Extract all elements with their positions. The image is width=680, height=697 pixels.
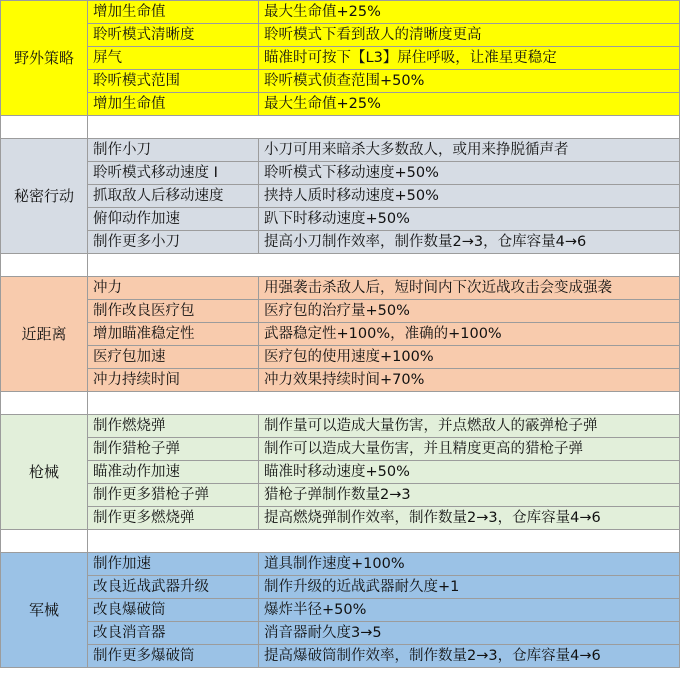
table-row xyxy=(1,47,680,70)
skill-name-cell: 制作小刀 xyxy=(88,139,259,162)
category-cell: 枪械 xyxy=(1,415,88,530)
skill-name-cell: 制作更多小刀 xyxy=(88,231,259,254)
separator-row xyxy=(1,392,680,415)
skill-name-cell: 医疗包加速 xyxy=(88,346,259,369)
skill-effect-cell: 制作量可以造成大量伤害，并点燃敌人的霰弹枪子弹 xyxy=(259,415,680,438)
skill-name-cell: 制作更多猎枪子弹 xyxy=(88,484,259,507)
skill-effect-cell: 趴下时移动速度+50% xyxy=(259,208,680,231)
separator-row xyxy=(1,530,680,553)
skill-effect-cell: 制作可以造成大量伤害，并且精度更高的猎枪子弹 xyxy=(259,438,680,461)
table-row xyxy=(1,576,680,599)
table-row xyxy=(1,369,680,392)
table-row xyxy=(1,70,680,93)
table-row xyxy=(1,438,680,461)
skill-name-cell: 改良消音器 xyxy=(88,622,259,645)
table-row xyxy=(1,277,680,300)
table-row xyxy=(1,185,680,208)
skill-name-cell: 增加生命值 xyxy=(88,1,259,24)
skill-effect-cell: 提高小刀制作效率，制作数量2→3，仓库容量4→6 xyxy=(259,231,680,254)
skill-effect-cell: 武器稳定性+100%，准确的+100% xyxy=(259,323,680,346)
table-row xyxy=(1,553,680,576)
table-row xyxy=(1,622,680,645)
table-row xyxy=(1,300,680,323)
skill-name-cell: 抓取敌人后移动速度 xyxy=(88,185,259,208)
skill-effect-cell: 制作升级的近战武器耐久度+1 xyxy=(259,576,680,599)
table-row xyxy=(1,599,680,622)
skill-name-cell: 制作改良医疗包 xyxy=(88,300,259,323)
empty-cell xyxy=(88,116,680,139)
category-cell: 近距离 xyxy=(1,277,88,392)
table-row xyxy=(1,208,680,231)
empty-cell xyxy=(88,530,680,553)
skill-effect-cell: 提高燃烧弹制作效率，制作数量2→3，仓库容量4→6 xyxy=(259,507,680,530)
empty-cell xyxy=(1,530,88,553)
skill-effect-cell: 消音器耐久度3→5 xyxy=(259,622,680,645)
skill-effect-cell: 道具制作速度+100% xyxy=(259,553,680,576)
skill-effect-cell: 小刀可用来暗杀大多数敌人，或用来挣脱循声者 xyxy=(259,139,680,162)
empty-cell xyxy=(88,254,680,277)
skill-name-cell: 增加生命值 xyxy=(88,93,259,116)
skill-name-cell: 冲力持续时间 xyxy=(88,369,259,392)
category-cell: 秘密行动 xyxy=(1,139,88,254)
skill-name-cell: 改良爆破筒 xyxy=(88,599,259,622)
table-row xyxy=(1,507,680,530)
skill-name-cell: 聆听模式清晰度 xyxy=(88,24,259,47)
skill-effect-cell: 最大生命值+25% xyxy=(259,1,680,24)
skill-name-cell: 屏气 xyxy=(88,47,259,70)
table-row xyxy=(1,139,680,162)
table-row xyxy=(1,415,680,438)
skill-name-cell: 制作更多燃烧弹 xyxy=(88,507,259,530)
skill-effect-cell: 猎枪子弹制作数量2→3 xyxy=(259,484,680,507)
skill-name-cell: 聆听模式范围 xyxy=(88,70,259,93)
table-row xyxy=(1,645,680,668)
skill-name-cell: 增加瞄准稳定性 xyxy=(88,323,259,346)
table-row xyxy=(1,93,680,116)
skill-effect-cell: 爆炸半径+50% xyxy=(259,599,680,622)
table-row xyxy=(1,1,680,24)
table-row xyxy=(1,346,680,369)
table-row xyxy=(1,162,680,185)
empty-cell xyxy=(88,392,680,415)
skill-effect-cell: 挟持人质时移动速度+50% xyxy=(259,185,680,208)
table-row xyxy=(1,461,680,484)
skill-name-cell: 俯仰动作加速 xyxy=(88,208,259,231)
skill-effect-cell: 冲力效果持续时间+70% xyxy=(259,369,680,392)
skill-effect-cell: 医疗包的使用速度+100% xyxy=(259,346,680,369)
skill-effect-cell: 瞄准时可按下【L3】屏住呼吸，让准星更稳定 xyxy=(259,47,680,70)
skill-effect-cell: 聆听模式侦查范围+50% xyxy=(259,70,680,93)
empty-cell xyxy=(1,392,88,415)
skill-effect-cell: 聆听模式下移动速度+50% xyxy=(259,162,680,185)
separator-row xyxy=(1,116,680,139)
skill-effect-cell: 医疗包的治疗量+50% xyxy=(259,300,680,323)
skill-effect-cell: 用强袭击杀敌人后，短时间内下次近战攻击会变成强袭 xyxy=(259,277,680,300)
category-cell: 军械 xyxy=(1,553,88,668)
skill-effect-cell: 最大生命值+25% xyxy=(259,93,680,116)
skill-name-cell: 制作加速 xyxy=(88,553,259,576)
category-cell: 野外策略 xyxy=(1,1,88,116)
skill-name-cell: 聆听模式移动速度 I xyxy=(88,162,259,185)
empty-cell xyxy=(1,116,88,139)
table-row xyxy=(1,24,680,47)
skill-effect-cell: 提高爆破筒制作效率，制作数量2→3，仓库容量4→6 xyxy=(259,645,680,668)
empty-cell xyxy=(1,254,88,277)
table-row xyxy=(1,323,680,346)
table-row xyxy=(1,484,680,507)
skill-name-cell: 改良近战武器升级 xyxy=(88,576,259,599)
skill-name-cell: 制作更多爆破筒 xyxy=(88,645,259,668)
skill-effect-cell: 聆听模式下看到敌人的清晰度更高 xyxy=(259,24,680,47)
separator-row xyxy=(1,254,680,277)
skill-name-cell: 冲力 xyxy=(88,277,259,300)
skill-name-cell: 制作燃烧弹 xyxy=(88,415,259,438)
skill-effect-cell: 瞄准时移动速度+50% xyxy=(259,461,680,484)
skill-name-cell: 制作猎枪子弹 xyxy=(88,438,259,461)
table-row xyxy=(1,231,680,254)
skill-name-cell: 瞄准动作加速 xyxy=(88,461,259,484)
